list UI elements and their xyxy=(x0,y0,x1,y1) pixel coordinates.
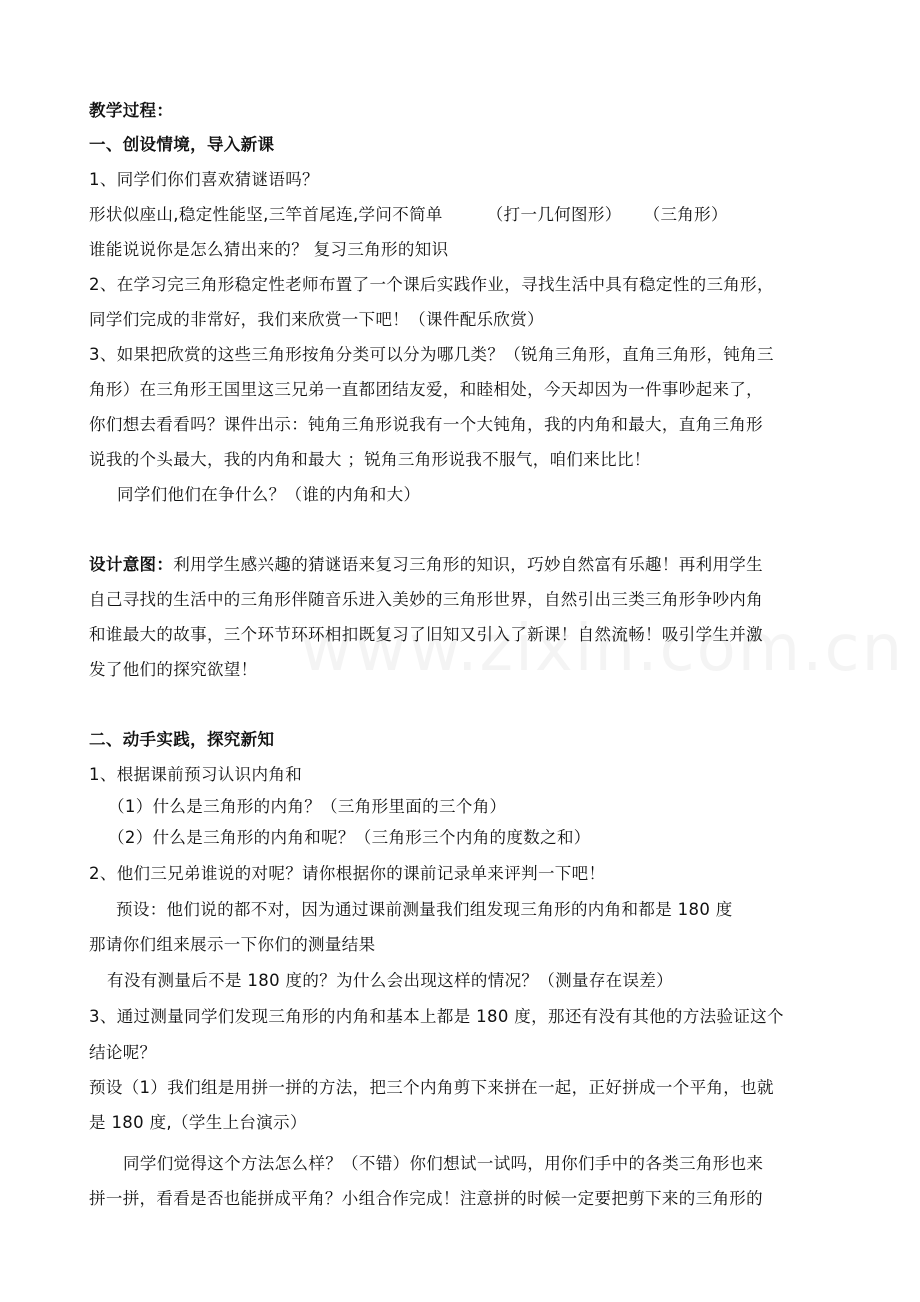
paragraph: 你们想去看看吗？课件出示：钝角三角形说我有一个大钝角，我的内角和最大，直角三角形 xyxy=(89,415,763,434)
paragraph: 角形）在三角形王国里这三兄弟一直都团结友爱，和睦相处，今天却因为一件事吵起来了， xyxy=(89,380,763,399)
paragraph: 有没有测量后不是 180 度的？为什么会出现这样的情况？（测量存在误差） xyxy=(107,971,674,990)
design-intent-text: 利用学生感兴趣的猜谜语来复习三角形的知识，巧妙自然富有乐趣！再利用学生 xyxy=(173,555,763,574)
riddle-hint: （打一几何图形） xyxy=(486,205,622,224)
paragraph: 2、在学习完三角形稳定性老师布置了一个课后实践作业，寻找生活中具有稳定性的三角形， xyxy=(89,275,774,294)
paragraph: 3、通过测量同学们发现三角形的内角和基本上都是 180 度，那还有没有其他的方法验证这个 xyxy=(89,1007,784,1026)
design-intent-line xyxy=(89,554,763,576)
paragraph: 2、他们三兄弟谁说的对呢？请你根据你的课前记录单来评判一下吧！ xyxy=(89,864,606,883)
paragraph: 同学们完成的非常好，我们来欣赏一下吧！（课件配乐欣赏） xyxy=(89,310,544,329)
paragraph: 和谁最大的故事，三个环节环环相扣既复习了旧知又引入了新课！自然流畅！吸引学生并激 xyxy=(89,625,763,644)
page-heading: 教学过程： xyxy=(89,101,174,120)
paragraph: （2）什么是三角形的内角和呢？（三角形三个内角的度数之和） xyxy=(108,828,591,847)
paragraph: 说我的个头最大，我的内角和最大 ；锐角三角形说我不服气，咱们来比比！ xyxy=(89,450,651,469)
riddle-text: 形状似座山,稳定性能坚,三竿首尾连,学问不简单 xyxy=(89,205,443,224)
paragraph: 发了他们的探究欲望！ xyxy=(89,660,258,679)
paragraph: 1、同学们你们喜欢猜谜语吗？ xyxy=(89,170,319,189)
paragraph: 预设：他们说的都不对，因为通过课前测量我们组发现三角形的内角和都是 180 度 xyxy=(116,900,733,919)
paragraph: （1）什么是三角形的内角？（三角形里面的三个角） xyxy=(108,797,507,816)
paragraph: 结论呢？ xyxy=(89,1043,157,1062)
paragraph: 谁能说说你是怎么猜出来的？ 复习三角形的知识 xyxy=(89,240,449,259)
paragraph: 自己寻找的生活中的三角形伴随音乐进入美妙的三角形世界，自然引出三类三角形争吵内角 xyxy=(89,590,763,609)
paragraph: 那请你们组来展示一下你们的测量结果 xyxy=(89,935,376,954)
paragraph: 同学们他们在争什么？（谁的内角和大） xyxy=(117,485,421,504)
paragraph: 是 180 度,（学生上台演示） xyxy=(89,1113,307,1132)
section-2-title: 二、动手实践，探究新知 xyxy=(89,730,275,749)
paragraph: 拼一拼，看看是否也能拼成平角？小组合作完成！注意拼的时候一定要把剪下来的三角形的 xyxy=(89,1189,763,1208)
paragraph: 同学们觉得这个方法怎么样？（不错）你们想试一试吗，用你们手中的各类三角形也来 xyxy=(123,1154,764,1173)
paragraph: 1、根据课前预习认识内角和 xyxy=(89,765,303,784)
design-intent-label: 设计意图： xyxy=(89,555,174,574)
paragraph: 3、如果把欣赏的这些三角形按角分类可以分为哪几类？（锐角三角形，直角三角形，钝角三 xyxy=(89,345,774,364)
riddle-line xyxy=(89,204,728,226)
section-1-title: 一、创设情境，导入新课 xyxy=(89,135,275,154)
paragraph: 预设（1）我们组是用拼一拼的方法，把三个内角剪下来拼在一起，正好拼成一个平角，也就 xyxy=(89,1078,774,1097)
riddle-answer: （三角形） xyxy=(643,205,728,224)
